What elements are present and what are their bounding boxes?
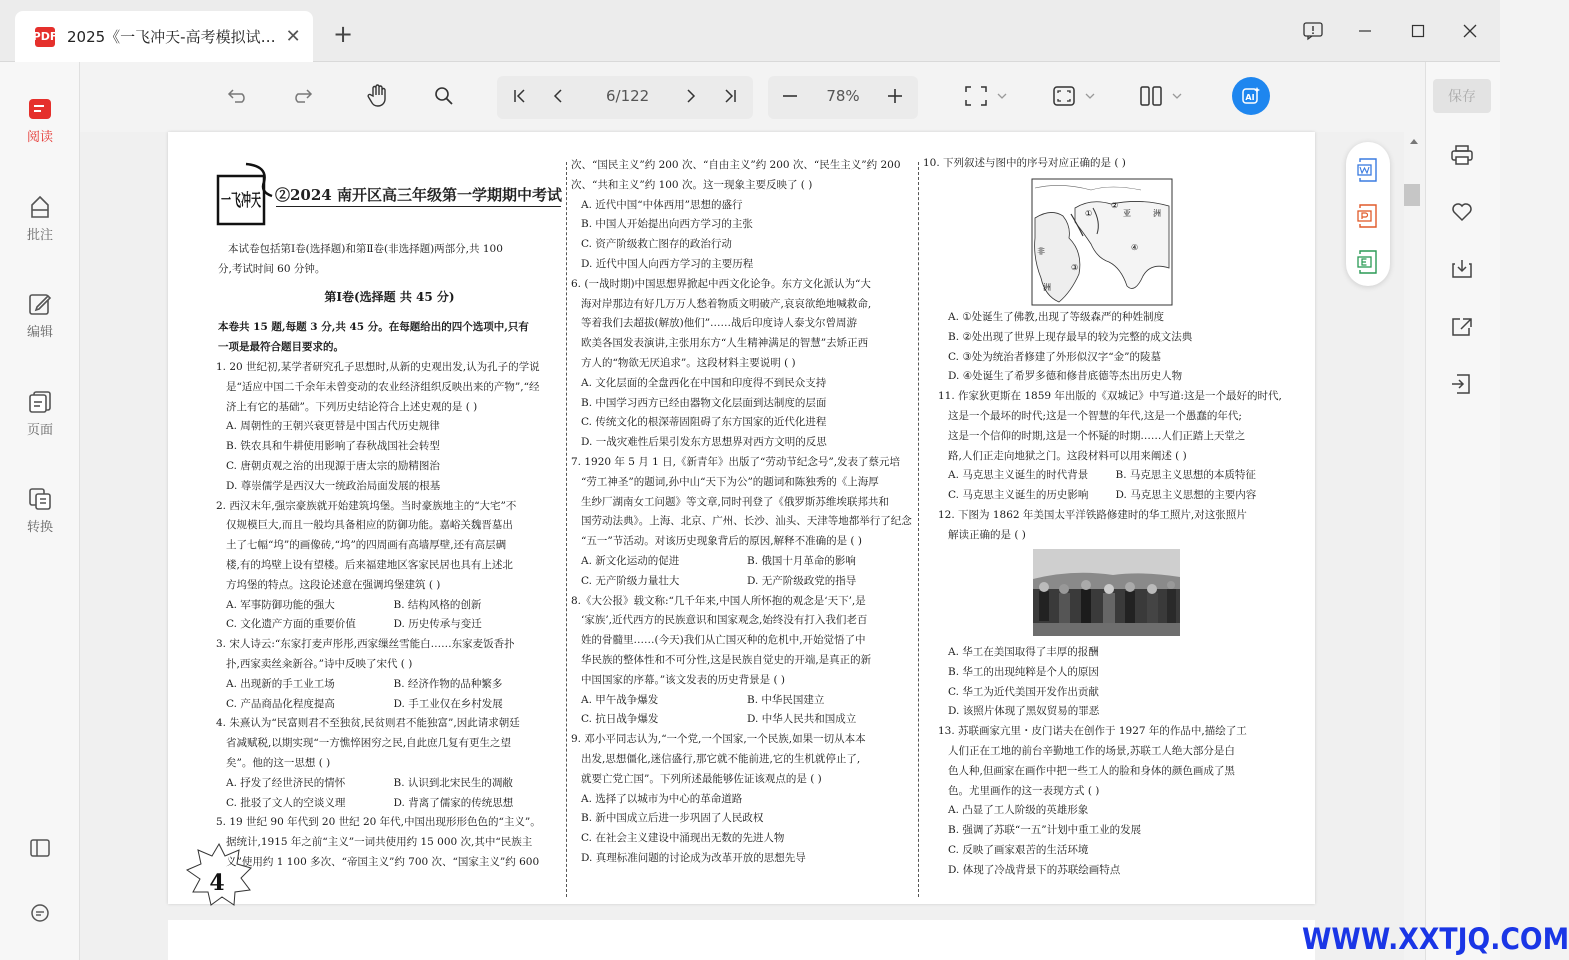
convert-to-word-icon[interactable] [1357, 158, 1379, 182]
question-line: 13. 苏联画家亢里・皮门诺夫在创作于 1927 年的作品中,描绘了工 [938, 725, 1247, 738]
question-line: 土了七幅“坞”的画像砖,“坞”的四周画有高墙厚壁,还有高层碉 [226, 539, 507, 552]
option: D. 背离了儒家的传统思想 [393, 796, 514, 809]
option-pair [571, 572, 913, 592]
option: B. 铁农具和牛耕使用影响了春秋战国社会转型 [226, 440, 440, 453]
ai-icon [1241, 86, 1261, 106]
option: D. 手工业仅在乡村发展 [393, 697, 503, 710]
fit-page-icon [965, 86, 987, 106]
column-3-top [923, 154, 1273, 174]
zoom-level[interactable]: 78% [826, 87, 860, 105]
question-line: 解读正确的是 ( ) [948, 528, 1026, 541]
question-line: 色。尤里画作的这一表现方式 ( ) [948, 784, 1100, 797]
share-icon[interactable] [1448, 313, 1476, 341]
svg-text:②: ② [1111, 201, 1119, 210]
option: A. 甲午战争爆发 [581, 693, 659, 706]
question-line: 4. 朱熹认为“民富则君不至独贫,民贫则君不能独富”,因此请求朝廷 [216, 717, 520, 730]
section-heading: 第Ⅰ卷(选择题 共 45 分) [324, 290, 455, 304]
question-line: 出发,思想僵化,迷信盛行,那它就不能前进,它的生机就停止了, [581, 752, 861, 765]
question-line: 色人种,但画家在画作中把一些工人的脸和身体的颜色画成了黑 [948, 764, 1235, 777]
option-pair [938, 486, 1283, 506]
intro-block [218, 240, 561, 280]
option: A. ①处诞生了佛教,出现了等级森严的种姓制度 [948, 311, 1165, 323]
sidebar-item-label: 页面 [26, 423, 53, 438]
column-3-bottom [938, 643, 1283, 881]
question-line: 人们正在工地的前台辛勤地工作的场景,苏联工人绝大部分是白 [948, 744, 1235, 757]
question-line: 3. 宋人诗云:“东家打麦声彤彤,西家缫丝雪能白……东家麦饭香扑 [216, 638, 515, 651]
option: A. 军事防御功能的强大 [226, 598, 335, 611]
feedback-icon[interactable] [1298, 18, 1328, 44]
option: B. 俄国十月革命的影响 [747, 554, 856, 567]
page-layout-icon [1140, 86, 1162, 106]
conversion-panel [1346, 142, 1390, 286]
column-3-middle [938, 308, 1283, 546]
option-pair [216, 774, 561, 794]
question-line: 楼,有的坞壁上设有望楼。后来福建地区客家民居也具有上述北 [226, 558, 513, 571]
question-line: 就要亡党亡国”。下列所述最能够佐证该观点的是 ( ) [581, 772, 822, 785]
first-page-icon[interactable] [508, 84, 532, 108]
option: B. 中国人开始提出向西方学习的主张 [581, 218, 753, 231]
question-line: 6. (一战时期)中国思想界掀起中西文化论争。东方文化派认为“大 [571, 277, 871, 290]
edit-icon [28, 292, 52, 316]
option: C. 唐朝贞观之治的出现源于唐太宗的励精图治 [226, 459, 440, 472]
intro-line: 分,考试时间 60 分钟。 [218, 262, 326, 275]
option: B. 经济作物的品种繁多 [393, 677, 503, 690]
save-button[interactable]: 保存 [1433, 79, 1491, 113]
option: C. 传统文化的根深蒂固阻碍了东方国家的近代化进程 [581, 416, 827, 429]
last-page-icon[interactable] [718, 84, 742, 108]
svg-text:①: ① [1085, 209, 1093, 218]
question-line: 省减赋税,以期实现“一方憔悴困穷之民,自此庶几复有更生之望 [226, 737, 512, 750]
convert-icon [28, 487, 52, 511]
sidebar-item-label: 编辑 [26, 325, 53, 340]
question-line: 生纱厂湖南女工问题》等文章,同时刊登了《俄罗斯苏维埃联邦共和 [581, 495, 889, 508]
option: C. 反映了画家艰苦的生活环境 [948, 843, 1089, 856]
exam-title: ②2024 南开区高三年级第一学期期中考试 [275, 186, 562, 204]
question-line: 12. 下图为 1862 年美国太平洋铁路修建时的华工照片,对这张照片 [938, 508, 1247, 521]
full-screen-button[interactable] [1050, 84, 1100, 108]
question-line: 济上有它的基础”。下列历史结论符合上述史观的是 ( ) [226, 400, 478, 413]
option: A. 新文化运动的促进 [581, 554, 680, 567]
svg-text:非: 非 [1037, 247, 1045, 256]
next-page-icon[interactable] [678, 84, 702, 108]
question-line: 方人的“物欲无厌追求”。这段材料主要说明 ( ) [581, 356, 796, 369]
new-tab-button[interactable]: + [333, 20, 354, 48]
annotate-icon [28, 195, 52, 219]
question-line: 仅规模巨大,而且一般均具备相应的防御功能。嘉峪关魏晋墓出 [226, 519, 513, 532]
question-line: 据统计,1915 年之前“主义”一词共使用约 15 000 次,其中“民族主 [226, 836, 533, 849]
column-1 [216, 358, 561, 873]
zoom-in-icon[interactable] [883, 84, 907, 108]
option: D. 历史传承与变迁 [393, 618, 482, 631]
svg-text:一飞冲天: 一飞冲天 [221, 191, 289, 211]
intro-line: 本试卷包括第Ⅰ卷(选择题)和第Ⅱ卷(非选择题)两部分,共 100 [228, 243, 503, 255]
option-pair [216, 675, 561, 695]
exam-series-logo [216, 162, 289, 227]
option: A. 华工在美国取得了丰厚的报酬 [948, 646, 1099, 658]
document-tab[interactable] [15, 11, 313, 62]
question-line: 海对岸那边有好几万万人愁着物质文明破产,哀哀欲绝地喊救命, [581, 297, 872, 310]
chevron-down-icon [1083, 91, 1097, 101]
comment-icon[interactable] [0, 903, 80, 928]
question-line: 1. 20 世纪初,某学者研究孔子思想时,从新的史观出发,认为孔子的学说 [216, 361, 540, 373]
option: D. 尊崇儒学是西汉大一统政治局面发展的根基 [226, 479, 441, 492]
question-line: 这是一个最坏的时代;这是一个智慧的年代,这是一个愚蠢的年代; [948, 409, 1242, 422]
undo-icon[interactable] [224, 84, 252, 108]
option: B. 新中国成立后进一步巩固了人民政权 [581, 812, 764, 825]
question-line: 次、“共和主义”约 100 次。这一现象主要反映了 ( ) [571, 178, 813, 191]
column-2 [571, 156, 913, 869]
option: A. 文化层面的全盘西化在中国和印度得不到民众支持 [581, 376, 827, 389]
site-watermark: WWW.XXTJQ.COM [1302, 922, 1569, 956]
question-line: 扑,西家卖丝籴新谷。”诗中反映了宋代 ( ) [226, 657, 413, 670]
svg-text:亚: 亚 [1123, 209, 1131, 218]
option: D. 体现了冷战背景下的苏联绘画特点 [948, 863, 1121, 876]
pdf-page [168, 132, 1315, 904]
option-pair [571, 710, 913, 730]
option: C. 文化遗产方面的重要价值 [226, 618, 356, 631]
tab-title: 2025《一飞冲天-高考模拟试… [67, 28, 276, 46]
question-line: 欧美各国发表演讲,主张用东方“人生精神满足的智慧”去矫正西 [581, 337, 869, 350]
option: D. ④处诞生了希罗多德和修昔底德等杰出历史人物 [948, 370, 1183, 383]
question-line: 矣”。他的这一思想 ( ) [226, 756, 331, 769]
option: C. ③处为统治者修建了外形似汉字“金”的陵墓 [948, 350, 1161, 363]
hand-tool-icon[interactable] [364, 82, 392, 110]
question-line: 华民族的整体性和不可分性,这是民族自觉史的开端,是真正的新 [581, 653, 872, 666]
option: C. 资产阶级救亡图存的政治行动 [581, 238, 732, 251]
question-line: 是“适应中国二千余年未曾变动的农业经济组织反映出来的产物”,“经 [226, 380, 540, 393]
scrollbar-thumb[interactable] [1404, 184, 1420, 206]
export-icon[interactable] [1448, 370, 1476, 398]
print-icon[interactable] [1448, 141, 1476, 169]
question-line: 次、“国民主义”约 200 次、“自由主义”约 200 次、“民生主义”约 200 [571, 159, 901, 171]
question-line: 9. 邓小平同志认为,“一个党,一个国家,一个民族,如果一切从本本 [571, 733, 866, 746]
option: D. 近代中国人向西方学习的主要历程 [581, 257, 754, 270]
option: B. 认识到北宋民生的凋敝 [393, 776, 513, 789]
sidebar-item-label: 阅读 [26, 130, 53, 145]
option: C. 无产阶级力量壮大 [581, 574, 680, 587]
maximize-icon[interactable] [1403, 18, 1433, 44]
option-pair [216, 794, 561, 814]
option: C. 马克思主义诞生的历史影响 [948, 489, 1089, 502]
download-icon[interactable] [1448, 255, 1476, 283]
convert-to-ppt-icon[interactable] [1357, 204, 1379, 228]
fit-page-button[interactable] [962, 84, 1012, 108]
option: B. 中国学习西方已经由器物文化层面到达制度的层面 [581, 396, 827, 409]
option-pair [216, 615, 561, 635]
option: D. 无产阶级政党的指导 [747, 574, 857, 587]
option: B. 强调了苏联“一五”计划中重工业的发展 [948, 824, 1142, 837]
question-line: 中国国家的序幕。”该文发表的历史背景是 ( ) [581, 673, 785, 686]
chevron-down-icon [995, 91, 1009, 101]
option: A. 出现新的手工业工场 [226, 677, 335, 690]
svg-text:AI: AI [1245, 93, 1255, 102]
question-line: 5. 19 世纪 90 年代到 20 世纪 20 年代,中国出现形形色色的“主义”。 [216, 816, 541, 829]
question-line: 方坞堡的特点。这段论述意在强调坞堡建筑 ( ) [226, 578, 441, 591]
option: D. 一战灾难性后果引发东方思想界对西方文明的反思 [581, 436, 827, 449]
question-line: 这是一个信仰的时期,这是一个怀疑的时期……人们正踏上天堂之 [948, 429, 1246, 442]
svg-text:4: 4 [209, 870, 225, 896]
full-screen-icon [1053, 86, 1075, 106]
question-line: “五一”节活动。对该历史现象背后的原因,解释不准确的是 ( ) [581, 535, 862, 548]
option: D. 该照片体现了黑奴贸易的罪恶 [948, 705, 1100, 718]
sidebar-item-annotate[interactable] [0, 195, 80, 243]
option: C. 在社会主义建设中涌现出无数的先进人物 [581, 832, 785, 845]
option: A. 近代中国“中体西用”思想的盛行 [581, 198, 743, 211]
sidebar-item-label: 批注 [26, 228, 53, 243]
option: A. 周朝性的王朝兴衰更替是中国古代历史规律 [226, 420, 440, 433]
question-line: 10. 下列叙述与图中的序号对应正确的是 ( ) [923, 157, 1126, 169]
pdf-file-icon: PDF [35, 27, 55, 47]
question-line: 等着我们去超拔(解放)他们”……战后印度诗人泰戈尔曾周游 [581, 317, 858, 330]
title-underline [276, 206, 561, 207]
question-line: 义”使用约 1 100 多次、“帝国主义”约 700 次、“国家主义”约 600 [226, 855, 540, 868]
minimize-icon[interactable] [1350, 18, 1380, 44]
option: A. 凸显了工人阶级的英雄形象 [948, 804, 1089, 817]
chevron-down-icon [1170, 91, 1184, 101]
pages-icon [28, 390, 52, 414]
question-line: “劳工神圣”的题词,孙中山“天下为公”的题词和陈独秀的《上海厚 [581, 475, 879, 488]
instructions-line: 本卷共 15 题,每题 3 分,共 45 分。在每题给出的四个选项中,只有 [218, 321, 529, 333]
next-pdf-page [168, 920, 1315, 960]
question-line: 2. 西汉末年,强宗豪族就开始建筑坞堡。当时豪族地主的“大宅”不 [216, 499, 517, 512]
redo-icon[interactable] [288, 84, 316, 108]
option: D. 真理标准问题的讨论成为改革开放的思想先导 [581, 851, 806, 864]
column-divider [918, 162, 919, 897]
vertical-scrollbar[interactable] [1404, 132, 1422, 960]
column-divider [566, 162, 567, 897]
instructions-block [218, 318, 561, 358]
page-number-input[interactable]: 6/122 [606, 87, 650, 105]
sidebar-item-edit[interactable] [0, 292, 80, 340]
svg-text:④: ④ [1131, 243, 1139, 252]
svg-text:洲: 洲 [1153, 209, 1161, 218]
sidebar-item-pages[interactable] [0, 390, 80, 438]
close-window-icon[interactable] [1455, 18, 1485, 44]
ancient-civilizations-map [1031, 178, 1173, 306]
option: B. 马克思主义思想的本质特征 [1115, 469, 1256, 482]
question-line: 国劳动法典》。上海、北京、广州、长沙、汕头、天津等地都举行了纪念 [581, 515, 912, 528]
option: B. ②处出现了世界上现存最早的较为完整的成文法典 [948, 330, 1193, 343]
sidebar-item-label: 转换 [26, 520, 53, 535]
option: C. 批驳了文人的空谈义理 [226, 796, 346, 809]
ai-assistant-button[interactable] [1232, 77, 1270, 115]
option-pair [216, 596, 561, 616]
page-layout-button[interactable] [1137, 84, 1187, 108]
option-pair [571, 691, 913, 711]
question-line: 路,人们正走向地狱之门。这段材料可以用来阐述 ( ) [948, 449, 1187, 462]
option: A. 马克思主义诞生的时代背景 [948, 469, 1089, 482]
instructions-line: 一项是最符合题目要求的。 [218, 340, 344, 353]
option: C. 华工为近代美国开发作出贡献 [948, 685, 1099, 698]
option: D. 中华人民共和国成立 [747, 713, 857, 726]
option: A. 选择了以城市为中心的革命道路 [581, 792, 743, 805]
read-icon [28, 97, 52, 121]
option: A. 抒发了经世济民的情怀 [226, 776, 346, 789]
sidebar-item-convert[interactable] [0, 487, 80, 535]
question-line: 姓的骨髓里……(今天)我们从亡国灭种的危机中,开始觉悟了中 [581, 634, 866, 647]
option: B. 华工的出现纯粹是个人的原因 [948, 665, 1099, 678]
option-pair [938, 466, 1283, 486]
option: B. 结构风格的创新 [393, 598, 482, 611]
favorite-icon[interactable] [1448, 198, 1476, 226]
zoom-out-icon[interactable] [778, 84, 802, 108]
question-line: 11. 作家狄更斯在 1859 年出版的《双城记》中写道:这是一个最好的时代, [938, 390, 1282, 403]
chinese-railroad-workers-photo [1033, 549, 1180, 636]
svg-text:③: ③ [1071, 263, 1079, 272]
option-pair [571, 552, 913, 572]
page-number-badge [184, 842, 254, 906]
sidebar-item-read[interactable] [0, 97, 80, 145]
option: C. 产品商品化程度提高 [226, 697, 335, 710]
option-pair [216, 695, 561, 715]
option: B. 中华民国建立 [747, 693, 825, 706]
option: D. 马克思主义思想的主要内容 [1115, 489, 1257, 502]
question-line: ‘家族’,近代西方的民族意识和国家观念,始终没有打入我们老百 [581, 614, 868, 627]
close-tab-icon[interactable]: ✕ [285, 26, 301, 47]
option: C. 抗日战争爆发 [581, 713, 659, 726]
question-line: 8.《大公报》载文称:“几千年来,中国人所怀抱的观念是‘天下’,是 [571, 594, 866, 607]
right-toolbar [1425, 62, 1500, 960]
previous-page-icon[interactable] [547, 84, 571, 108]
question-line: 7. 1920 年 5 月 1 日,《新青年》出版了“劳动节纪念号”,发表了蔡元培 [571, 455, 901, 468]
thumbnail-panel-icon[interactable] [0, 838, 80, 863]
svg-text:洲: 洲 [1043, 283, 1051, 292]
convert-to-excel-icon[interactable] [1357, 250, 1379, 274]
search-icon[interactable] [430, 82, 458, 110]
